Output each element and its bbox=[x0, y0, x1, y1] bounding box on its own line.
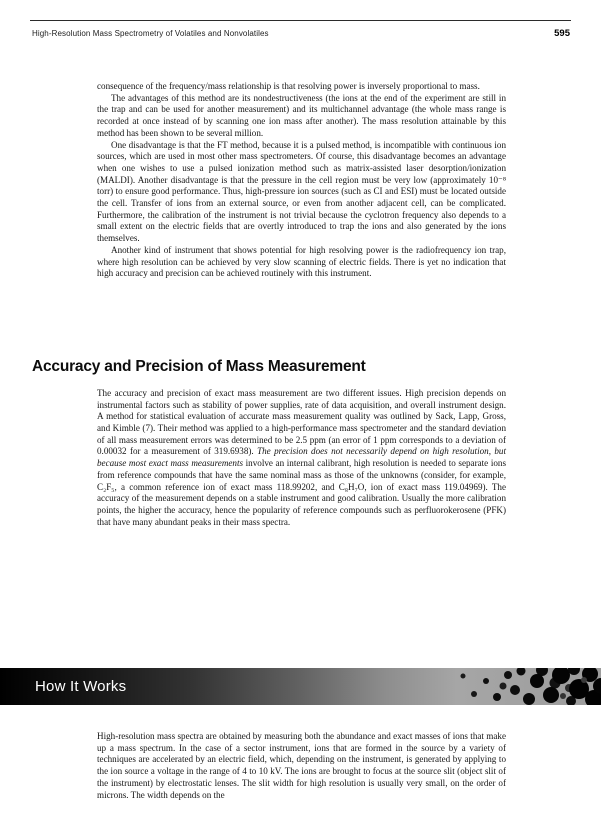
how-it-works-banner bbox=[0, 668, 601, 705]
body-paragraph-2: The advantages of this method are its nondestructiveness (the ions at the end of the experiment are still in the trap and can be used for another measurement) and its multichannel advantage (the whole mass range is recorded at once instead of by scanning one ion mass after another). The mass resolution attainable by this method has been shown to be several million. bbox=[97, 92, 506, 138]
body-text-block bbox=[97, 81, 506, 280]
section-paragraph-normal-2: involve an internal calibrant, high resolution is needed to separate ions from reference compounds that have the same nominal mass as those of the unknowns (consider, for example, C₂F₅, a common reference ion of exact mass 118.99202, and C₈H₇O, ion of exact mass 119.04969). The accuracy of the measurement depends on a stable instrument and good calibration. Usually the more calibration points, the higher the accuracy, hence the popularity of reference compounds such as perfluorokerosene (PFK) that have many abundant peaks in their mass spectra. bbox=[97, 458, 506, 527]
section-paragraph-italic: The precision does not necessarily depend on high resolution, but because most exact mass measurements bbox=[97, 446, 507, 469]
running-head bbox=[32, 28, 570, 39]
section-heading: Accuracy and Precision of Mass Measurement bbox=[32, 357, 366, 375]
works-paragraph: High-resolution mass spectra are obtained by measuring both the abundance and exact masses of ions that make up a mass spectrum. In the case of a sector instrument, ions that are formed in the source by a variety of techniques are accelerated by an electric field, which, depending on the instrument, is generated by applying to the ion source a voltage in the range of 4 to 10 kV. The ions are brought to focus at the source slit (object slit of the instrument) by electrostatic lenses. The slit width for high resolution is usually very small, on the order of microns. The width depends on the bbox=[97, 731, 506, 800]
section-paragraph bbox=[97, 388, 506, 528]
header-rule bbox=[30, 20, 571, 21]
section-text-block bbox=[97, 388, 506, 528]
molecule-photo-art bbox=[411, 668, 601, 705]
section-paragraph-normal-1: The accuracy and precision of exact mass measurement are two different issues. High precision depends on instrumental factors such as stability of power supplies, rate of data acquisition, and overall instrument design. A method for statistical evaluation of accurate mass measurement quality was outlined by Sack, Lapp, Gross, and Kimble (7). Their method was applied to a high-performance mass spectrometer and the standard deviation of all mass measurement errors was determined to be 2.5 ppm (an error of 1 ppm corresponds to a deviation of 0.00032 for a measurement of 319.6938). bbox=[97, 387, 506, 457]
body-paragraph-1: consequence of the frequency/mass relationship is that resolving power is inversely proportional to mass. bbox=[97, 81, 480, 91]
body-paragraph-3: One disadvantage is that the FT method, because it is a pulsed method, is incompatible with continuous ion sources, which are used in most other mass spectrometers. Of course, this disadvantage becomes an advantage when one wishes to use a pulsed ionization method such as matrix-assisted laser desorption/ionization (MALDI). Another disadvantage is that the pressure in the cell region must be very low (approximately 10⁻⁸ torr) to ensure good performance. Thus, high-pressure ion sources (such as CI and ESI) must be located outside the cell. Transfer of ions from an external source, or even from another adjacent cell, can be complicated. Furthermore, the calibration of the instrument is not trivial because the cyclotron frequency also depends to a small extent on the electric fields that are overtly introduced to trap the ions and also generated by the ions themselves. bbox=[97, 139, 506, 244]
book-page bbox=[0, 20, 601, 820]
works-text-block bbox=[97, 731, 506, 801]
banner-title: How It Works bbox=[35, 678, 127, 695]
running-title: High-Resolution Mass Spectrometry of Volatiles and Nonvolatiles bbox=[32, 29, 269, 38]
page-number: 595 bbox=[554, 28, 570, 39]
body-paragraph-4: Another kind of instrument that shows potential for high resolving power is the radiofrequency ion trap, where high resolution can be achieved by very slow scanning of electric fields. There is yet no indication that high accuracy and precision can be achieved routinely with this instrument. bbox=[97, 244, 506, 279]
